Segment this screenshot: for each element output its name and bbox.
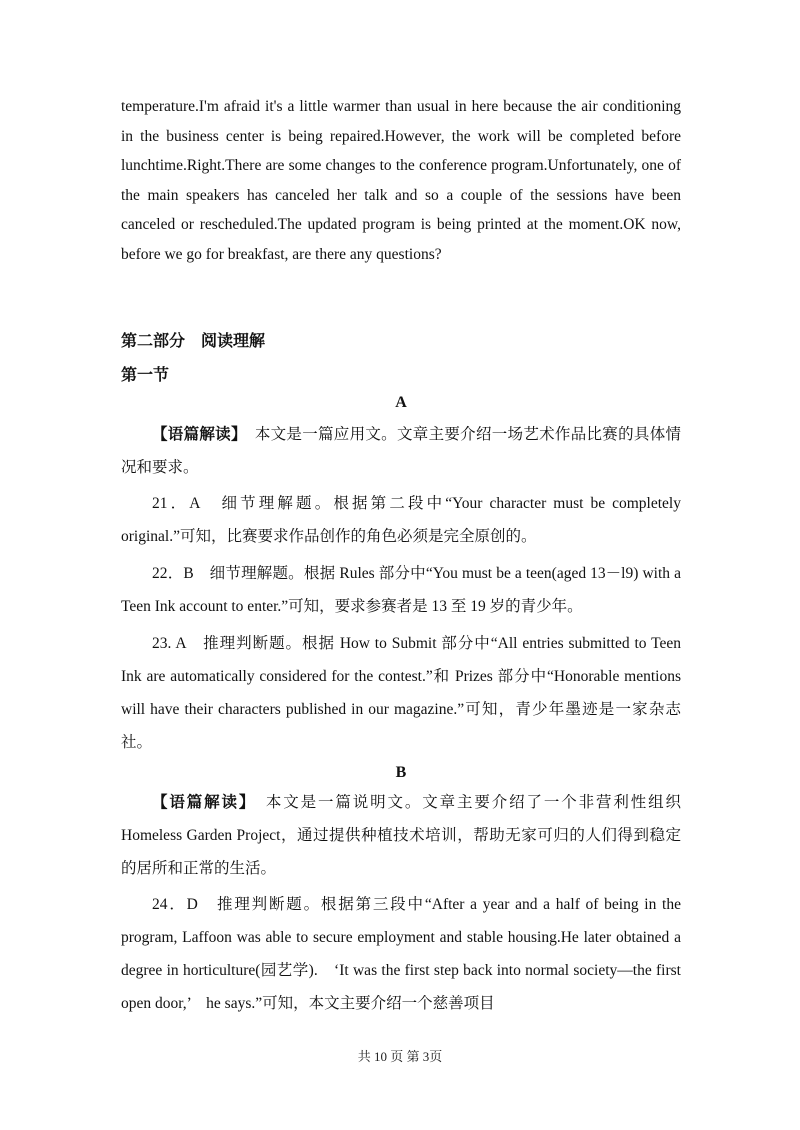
passage-a-section bbox=[121, 418, 681, 759]
passage-b-analysis bbox=[121, 786, 681, 885]
passage-a-letter: A bbox=[395, 394, 407, 411]
passage-a-analysis bbox=[121, 418, 681, 484]
answer-24: 24．D 推理判断题。根据第三段中“After a year and a half of being in the program, Laffoon was able to secure employment and stable housing.He later obtained a degree in horticulture(园艺学). ‘It was the first step back into normal society—the first open door,’ he says.”可知，本文主要介绍一个慈善项目 bbox=[121, 896, 681, 1012]
listening-transcript-tail: temperature.I'm afraid it's a little warmer than usual in here because the air conditioning in the business center is being repaired.However, the work will be completed before lunchtime.Right.There are some changes to the conference program.Unfortunately, one of the main speakers has canceled her talk and so a couple of the sessions have been canceled or rescheduled.The updated program is being printed at the moment.OK now, before we go for breakfast, are there any questions? bbox=[121, 98, 681, 263]
analysis-tag: 【语篇解读】 bbox=[152, 426, 240, 443]
answer-23: 23. A 推理判断题。根据 How to Submit 部分中“All entries submitted to Teen Ink are automatically considered for the contest.”和 Prizes 部分中“Honorable mentions will have their characters published in our magazine.”可知，青少年墨迹是一家杂志社。 bbox=[121, 635, 681, 751]
part-two-title: 第二部分 阅读理解 bbox=[121, 333, 266, 350]
passage-b-section bbox=[121, 786, 681, 1020]
answer-22: 22．B 细节理解题。根据 Rules 部分中“You must be a teen(aged 13－l9) with a Teen Ink account to enter.”可知，要求参赛者是 13 至 19 岁的青少年。 bbox=[121, 565, 681, 615]
analysis-tag: 【语篇解读】 bbox=[152, 794, 249, 811]
passage-b-letter: B bbox=[395, 764, 407, 781]
analysis-text: 本文是一篇应用文。文章主要介绍一场艺术作品比赛的具体情况和要求。 bbox=[121, 426, 681, 476]
analysis-text: 本文是一篇说明文。文章主要介绍了一个非营利性组织 Homeless Garden Project，通过提供种植技术培训，帮助无家可归的人们得到稳定的居所和正常的生活。 bbox=[121, 794, 681, 877]
section-one-title: 第一节 bbox=[121, 367, 170, 384]
answer-21: 21．A 细节理解题。根据第二段中“Your character must be completely original.”可知，比赛要求作品创作的角色必须是完全原创的。 bbox=[121, 495, 681, 545]
page-footer: 共 10 页 第 3页 bbox=[357, 1049, 443, 1064]
